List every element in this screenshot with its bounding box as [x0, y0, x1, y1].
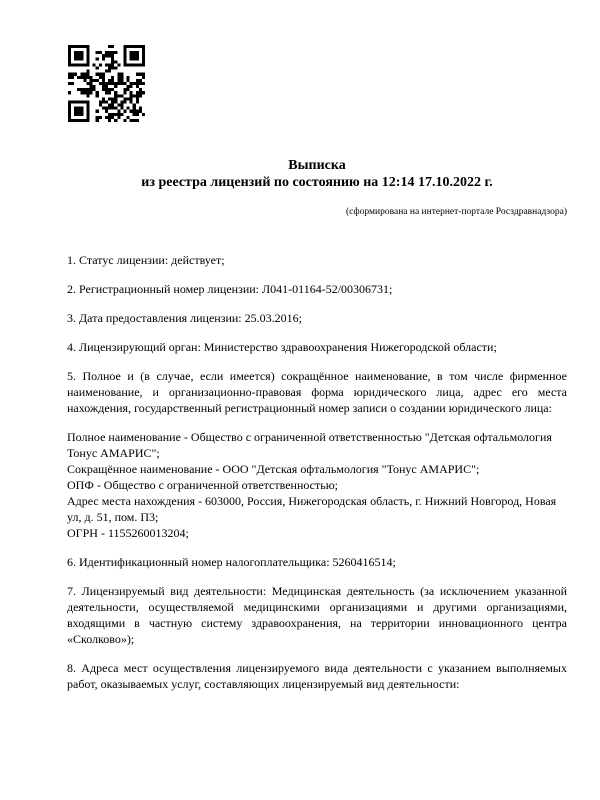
item-license-status: 1. Статус лицензии: действует;	[67, 253, 225, 267]
document-body	[67, 252, 567, 692]
org-address: Адрес места нахождения - 603000, Россия, Нижегородская область, г. Нижний Новгород, Новая ул, д. 51, пом. П3;	[67, 494, 557, 524]
item-licensed-activity: 7. Лицензируемый вид деятельности: Медицинская деятельность (за исключением указанной деятельности, осуществляемой медицинскими организациями и другими организациями, входящими в частную систему здравоохранения, на территории инновационного центра «Сколково»);	[67, 584, 567, 646]
org-ogrn: ОГРН - 1155260013204;	[67, 526, 189, 540]
qr-code-icon	[68, 45, 145, 122]
item-activity-addresses-heading: 8. Адреса мест осуществления лицензируемого вида деятельности с указанием выполняемых работ, оказываемых услуг, составляющих лицензируемый вид деятельности:	[67, 661, 567, 691]
item-taxpayer-number: 6. Идентификационный номер налогоплательщика: 5260416514;	[67, 555, 396, 569]
item-org-info-heading: 5. Полное и (в случае, если имеется) сокращённое наименование, в том числе фирменное наименование, и организационно-правовая форма юридического лица, адрес его места нахождения, государственный регистрационный номер записи о создании юридического лица:	[67, 369, 567, 415]
item-registration-number: 2. Регистрационный номер лицензии: Л041-01164-52/00306731;	[67, 282, 393, 296]
org-full-name: Полное наименование - Общество с ограниченной ответственностью "Детская офтальмология Тонус АМАРИС";	[67, 430, 552, 460]
item-licensing-authority: 4. Лицензирующий орган: Министерство здравоохранения Нижегородской области;	[67, 340, 497, 354]
org-legal-form: ОПФ - Общество с ограниченной ответственностью;	[67, 478, 339, 492]
org-details-block	[67, 429, 567, 541]
org-short-name: Сокращённое наименование - ООО "Детская офтальмология "Тонус АМАРИС";	[67, 462, 480, 476]
document-content	[67, 157, 567, 705]
document-subtitle: (сформирована на интернет-портале Росздравнадзора)	[346, 207, 567, 217]
title-line-2: из реестра лицензий по состоянию на 12:14 17.10.2022 г.	[141, 175, 493, 190]
document-title	[67, 157, 567, 191]
title-line-1: Выписка	[288, 158, 346, 173]
item-grant-date: 3. Дата предоставления лицензии: 25.03.2016;	[67, 311, 302, 325]
